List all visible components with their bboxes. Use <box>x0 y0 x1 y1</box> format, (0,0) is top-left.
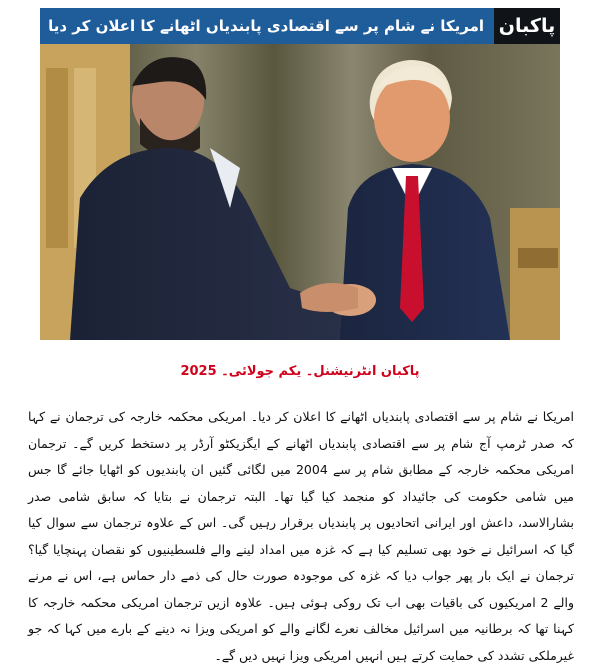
brand-logo: پاکبان <box>494 8 560 44</box>
article-body: امریکا نے شام پر سے اقتصادی پابندیاں اٹھانے کا اعلان کر دیا۔ امریکی محکمہ خارجہ کی ترجمان نے کہا کہ صدر ٹرمپ آج شام پر سے اقتصادی پابندیاں اٹھانے کے ایگزیکٹو آرڈر پر دستخط کریں گے۔ ترجمان امریکی محکمہ خارجہ کے مطابق شام پر سے 2004 میں لگائی گئیں ان پابندیوں کو اٹھایا جائے گا جس میں شامی حکومت کی جائیداد کو منجمد کیا گیا تھا۔ البتہ ترجمان نے بتایا کہ سابق شامی صدر بشارالاسد، داعش اور ایرانی اتحادیوں پر پابندیاں برقرار رہیں گی۔ اس کے علاوہ ترجمان سے سوال کیا گیا کہ اسرائیل نے خود بھی تسلیم کیا ہے کہ غزہ میں امداد لینے والے فلسطینیوں کو نقصان پہنچایا گیا؟ ترجمان نے ایک بار پھر جواب دیا کہ غزہ کی موجودہ صورت حال کی ذمے دار حماس ہے، اس نے مرنے والے 2 امریکیوں کی باقیات بھی اب تک روکی ہوئی ہیں۔ علاوہ ازیں ترجمان امریکی محکمہ خارجہ کا کہنا تھا کہ برطانیہ میں اسرائیل مخالف نعرے لگانے والے کو امریکی ویزا نہ دینے کے بارے میں کہا کہ جو غیرملکی تشدد کی حمایت کرتے ہیں انہیں امریکی ویزا نہیں دیں گے۔ <box>28 409 574 663</box>
header-bar <box>40 8 560 44</box>
dateline: پاکبان انٹرنیشنل۔ یکم جولائی۔ 2025 <box>180 364 420 379</box>
headline: امریکا نے شام پر سے اقتصادی پابندیاں اٹھانے کا اعلان کر دیا <box>40 8 494 44</box>
news-card <box>40 8 560 340</box>
news-photo <box>40 8 560 340</box>
